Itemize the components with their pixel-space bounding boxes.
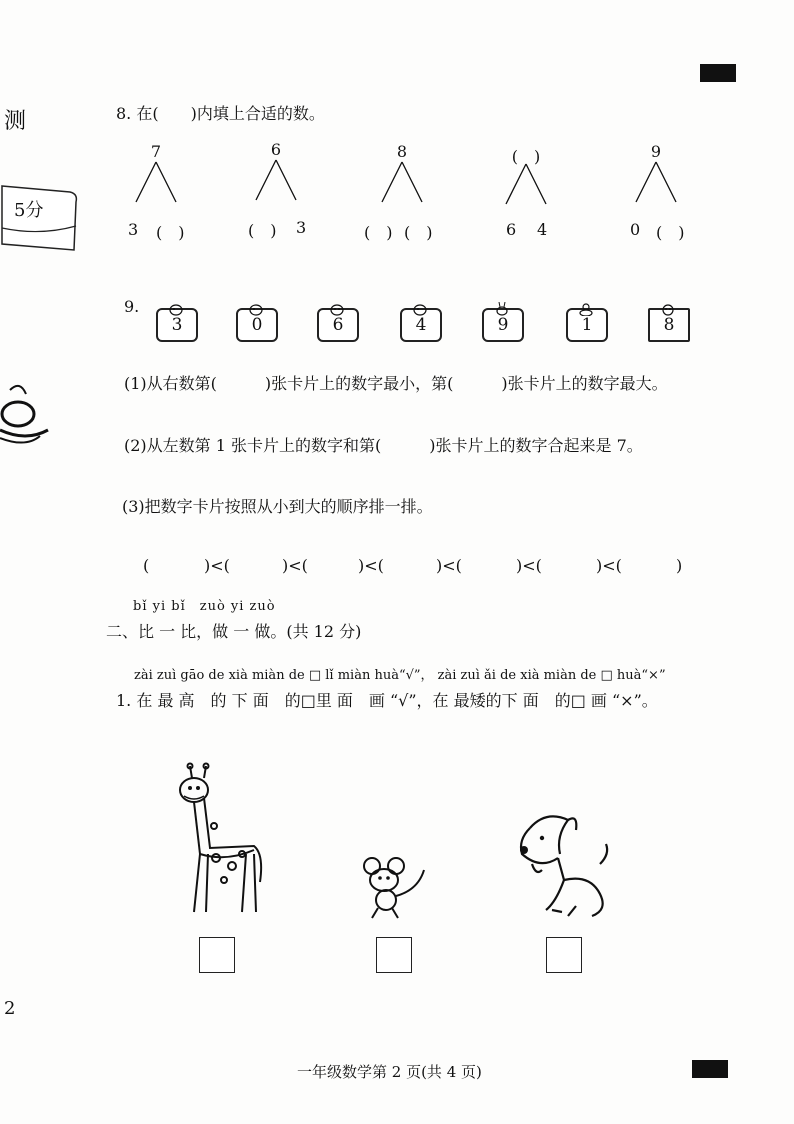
number-tree — [626, 142, 686, 202]
rabbit-icon — [493, 296, 511, 310]
tree-left: 0 — [630, 220, 641, 239]
q9-sub1: (1)从右数第( )张卡片上的数字最小，第( )张卡片上的数字最大。 — [124, 374, 668, 393]
bird-icon — [167, 296, 185, 310]
q1-pinyin: zài zuì gāo de xià miàn de □ lǐ miàn huà“√”， zài zuì ǎi de xià miàn de □ huà“×” — [134, 668, 666, 683]
answer-box-mouse[interactable] — [376, 937, 412, 973]
card-number: 0 — [251, 315, 263, 335]
number-card — [317, 308, 359, 342]
section2-title: 二、比 一 比，做 一 做。(共 12 分) — [106, 622, 362, 641]
card-number: 4 — [415, 315, 427, 335]
order-paren: )<( — [596, 556, 622, 575]
tree-right: 3 — [296, 218, 307, 237]
card-number: 6 — [332, 315, 344, 335]
tree-left: ( ) — [364, 223, 393, 242]
number-tree — [496, 144, 556, 204]
number-tree — [246, 140, 306, 200]
card-number: 8 — [663, 315, 675, 335]
tree-right: 4 — [537, 220, 548, 239]
page-footer: 一年级数学第 2 页(共 4 页) — [297, 1063, 482, 1081]
order-paren: )<( — [358, 556, 384, 575]
section2-pinyin: bǐ yi bǐ zuò yi zuò — [133, 599, 276, 614]
score-flag — [0, 182, 80, 254]
order-paren: )<( — [436, 556, 462, 575]
tree-left: 3 — [128, 220, 139, 239]
side-teapot-icon — [0, 380, 50, 454]
tree-top: 8 — [396, 142, 408, 161]
tree-right: ( ) — [156, 223, 185, 242]
owl-icon — [659, 296, 677, 310]
number-card — [648, 308, 690, 342]
order-paren: )<( — [282, 556, 308, 575]
tree-top: 6 — [270, 140, 282, 159]
card-number: 9 — [497, 315, 509, 335]
tree-top: 7 — [150, 142, 162, 161]
order-paren: ( — [143, 556, 150, 575]
corner-mark-bottom — [692, 1060, 728, 1078]
margin-mark: 2 — [4, 998, 16, 1019]
corner-mark-top — [700, 64, 736, 82]
number-card — [400, 308, 442, 342]
card-number: 1 — [581, 315, 593, 335]
side-char: 测 — [4, 109, 27, 134]
order-paren: )<( — [516, 556, 542, 575]
number-card — [156, 308, 198, 342]
tree-right: ( ) — [404, 223, 433, 242]
dog-icon — [516, 810, 614, 924]
tree-top: ( ) — [511, 147, 541, 166]
number-card — [566, 308, 608, 342]
answer-box-dog[interactable] — [546, 937, 582, 973]
tree-top: 9 — [650, 142, 662, 161]
mouse-icon — [362, 856, 426, 926]
q9-label: 9. — [124, 297, 140, 316]
order-paren: )<( — [204, 556, 230, 575]
score-text: 5分 — [14, 200, 44, 221]
tree-right: ( ) — [656, 223, 685, 242]
q9-sub3: (3)把数字卡片按照从小到大的顺序排一排。 — [122, 497, 433, 516]
bird-icon — [411, 296, 429, 310]
q9-sub2: (2)从左数第 1 张卡片上的数字和第( )张卡片上的数字合起来是 7。 — [124, 436, 643, 455]
giraffe-icon — [176, 762, 268, 922]
number-tree — [126, 142, 186, 202]
tree-left: ( ) — [248, 221, 277, 240]
order-paren: ) — [676, 556, 683, 575]
q1-text: 1. 在 最 高 的 下 面 的□里 面 画 “√”，在 最矮的下 面 的□ 画 “×”。 — [116, 691, 658, 710]
duck-icon — [577, 296, 595, 310]
number-card — [482, 308, 524, 342]
owl-icon — [328, 296, 346, 310]
q8-title: 8. 在( )内填上合适的数。 — [116, 104, 325, 123]
answer-box-giraffe[interactable] — [199, 937, 235, 973]
bird-icon — [247, 296, 265, 310]
card-number: 3 — [171, 315, 183, 335]
tree-left: 6 — [506, 220, 517, 239]
number-tree — [372, 142, 432, 202]
number-card — [236, 308, 278, 342]
